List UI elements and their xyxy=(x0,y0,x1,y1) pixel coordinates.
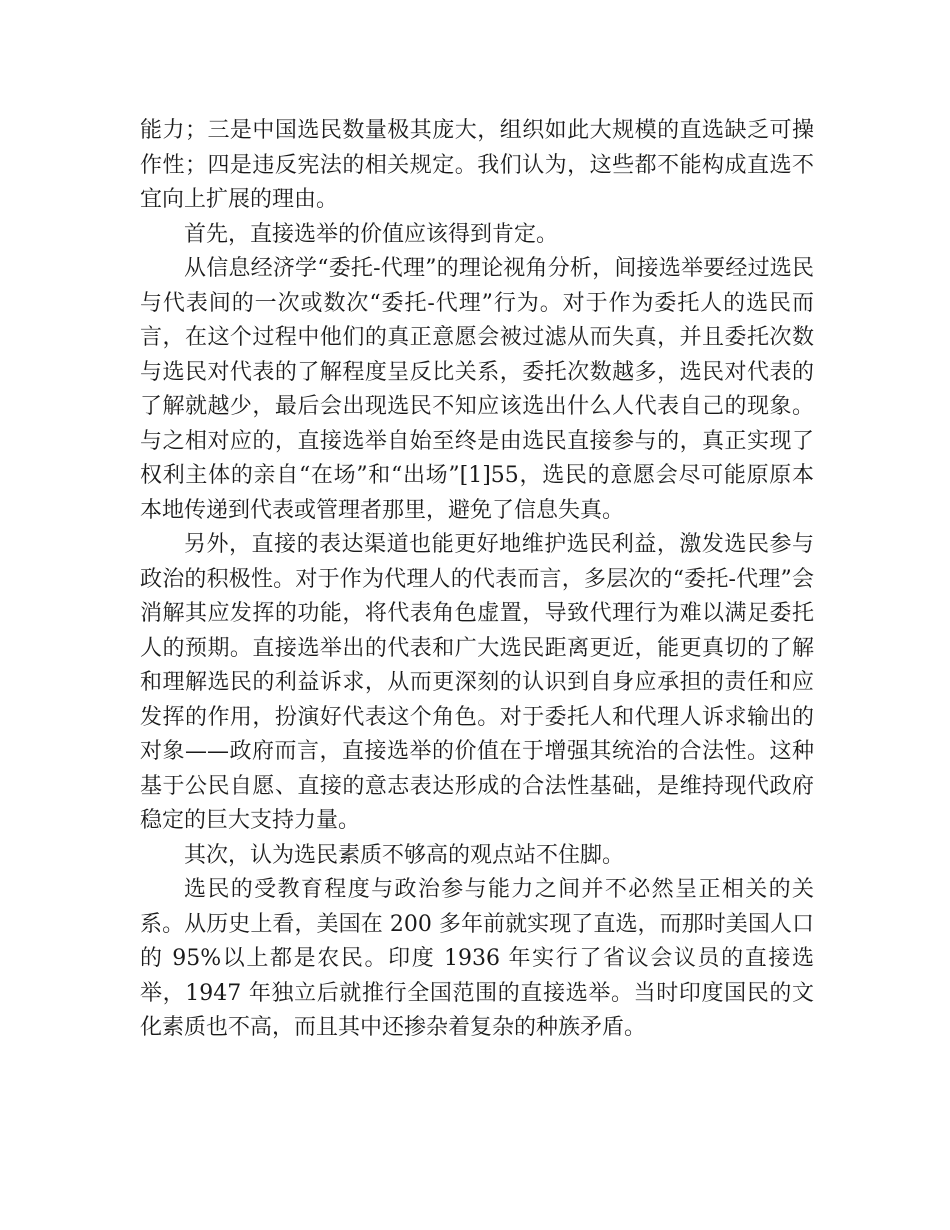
document-page xyxy=(140,114,814,1046)
paragraph-6: 选民的受教育程度与政治参与能力之间并不必然呈正相关的关系。从历史上看，美国在 200 多年前就实现了直选，而那时美国人口的 95%以上都是农民。印度 1936 年实行了省议会议员的直接选举，1947 年独立后就推行全国范围的直接选举。当时印度国民的文化素质也不高，而且其中还掺杂着复杂的种族矛盾。 xyxy=(140,877,814,1040)
paragraph-2: 首先，直接选举的价值应该得到肯定。 xyxy=(184,221,559,247)
paragraph-4: 另外，直接的表达渠道也能更好地维护选民利益，激发选民参与政治的积极性。对于作为代理人的代表而言，多层次的“委托-代理”会消解其应发挥的功能，将代表角色虚置，导致代理行为难以满足委托人的预期。直接选举出的代表和广大选民距离更近，能更真切的了解和理解选民的利益诉求，从而更深刻的认识到自身应承担的责任和应发挥的作用，扮演好代表这个角色。对于委托人和代理人诉求输出的对象——政府而言，直接选举的价值在于增强其统治的合法性。这种基于公民自愿、直接的意志表达形成的合法性基础，是维持现代政府稳定的巨大支持力量。 xyxy=(140,532,814,833)
paragraph-3: 从信息经济学“委托-代理”的理论视角分析，间接选举要经过选民与代表间的一次或数次“委托-代理”行为。对于作为委托人的选民而言，在这个过程中他们的真正意愿会被过滤从而失真，并且委托次数与选民对代表的了解程度呈反比关系，委托次数越多，选民对代表的了解就越少，最后会出现选民不知应该选出什么人代表自己的现象。与之相对应的，直接选举自始至终是由选民直接参与的，真正实现了权利主体的亲自“在场”和“出场”[1]55，选民的意愿会尽可能原原本本地传递到代表或管理者那里，避免了信息失真。 xyxy=(140,256,814,523)
paragraph-5: 其次，认为选民素质不够高的观点站不住脚。 xyxy=(184,842,625,868)
paragraph-1: 能力；三是中国选民数量极其庞大，组织如此大规模的直选缺乏可操作性；四是违反宪法的相关规定。我们认为，这些都不能构成直选不宜向上扩展的理由。 xyxy=(140,118,814,212)
